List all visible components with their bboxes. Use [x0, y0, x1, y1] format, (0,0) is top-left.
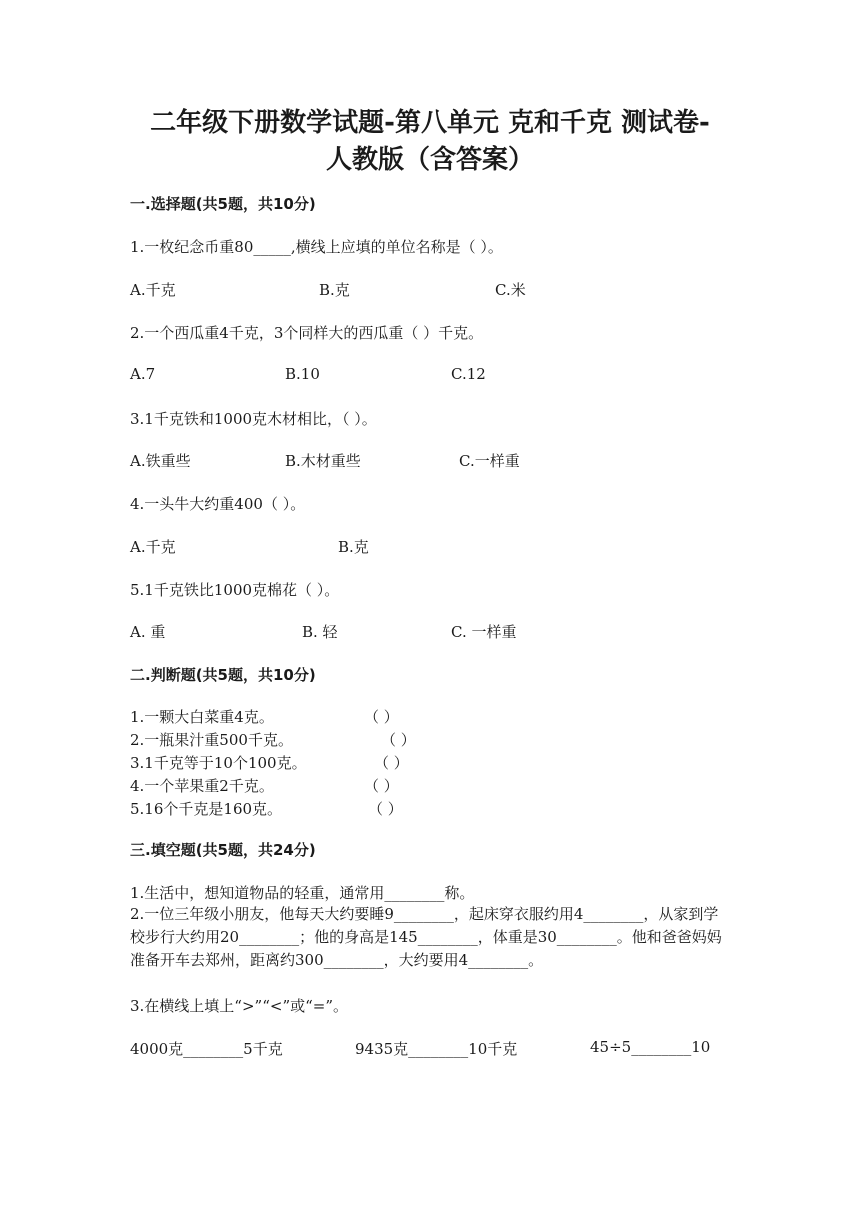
question-5-stem: 5.1千克铁比1000克棉花（ ）。	[130, 581, 340, 599]
compare-item-3: 45÷5________10	[590, 1038, 711, 1056]
question-3-option-b: B.木材重些	[285, 452, 361, 470]
judge-item-3-paren: （ ）	[374, 754, 409, 772]
question-1-option-c: C.米	[495, 281, 526, 299]
question-2-option-b: B.10	[285, 365, 320, 383]
fill-question-1: 1.生活中，想知道物品的轻重，通常用________称。	[130, 884, 475, 902]
question-2-option-a: A.7	[130, 365, 156, 383]
page-title-line-1: 二年级下册数学试题-第八单元 克和千克 测试卷-	[150, 108, 710, 138]
fill-question-2: 2.一位三年级小朋友，他每天大约要睡9________，起床穿衣服约用4________，从家到学校步行大约用20________；他的身高是145________，体重是30________。他和爸爸妈妈准备开车去郑州，距离约300________，大约要用4________。	[130, 905, 722, 969]
question-2-stem: 2.一个西瓜重4千克，3个同样大的西瓜重（ ）千克。	[130, 324, 484, 342]
question-4-option-a: A.千克	[130, 538, 176, 556]
judge-item-5-paren: （ ）	[368, 800, 403, 818]
judge-item-4-text: 4.一个苹果重2千克。	[130, 777, 274, 795]
judge-item-1-text: 1.一颗大白菜重4克。	[130, 708, 274, 726]
question-5-option-b: B. 轻	[302, 623, 338, 641]
compare-item-1: 4000克________5千克	[130, 1040, 283, 1058]
question-4-option-b: B.克	[338, 538, 369, 556]
question-1-stem: 1.一枚纪念币重80_____,横线上应填的单位名称是（ ）。	[130, 238, 503, 256]
judge-item-4-paren: （ ）	[364, 777, 399, 795]
judge-item-5-text: 5.16个千克是160克。	[130, 800, 283, 818]
question-2-option-c: C.12	[451, 365, 486, 383]
compare-item-2: 9435克________10千克	[355, 1040, 518, 1058]
judge-item-1-paren: （ ）	[364, 708, 399, 726]
question-3-option-c: C.一样重	[459, 452, 520, 470]
page-title-line-2: 人教版（含答案）	[325, 145, 534, 175]
judge-item-3-text: 3.1千克等于10个100克。	[130, 754, 307, 772]
question-3-option-a: A.铁重些	[130, 452, 191, 470]
question-5-option-c: C. 一样重	[451, 623, 517, 641]
question-1-option-b: B.克	[319, 281, 350, 299]
section-heading-fill: 三.填空题(共5题，共24分)	[130, 841, 316, 859]
section-heading-judge: 二.判断题(共5题，共10分)	[130, 666, 316, 684]
judge-item-2-text: 2.一瓶果汁重500千克。	[130, 731, 293, 749]
question-1-option-a: A.千克	[130, 281, 176, 299]
judge-item-2-paren: （ ）	[381, 731, 416, 749]
question-5-option-a: A. 重	[130, 623, 166, 641]
section-heading-choice: 一.选择题(共5题，共10分)	[130, 195, 316, 213]
fill-question-3: 3.在横线上填上“>”“<”或“=”。	[130, 997, 349, 1015]
question-4-stem: 4.一头牛大约重400（ ）。	[130, 495, 306, 513]
question-3-stem: 3.1千克铁和1000克木材相比，（ ）。	[130, 410, 377, 428]
